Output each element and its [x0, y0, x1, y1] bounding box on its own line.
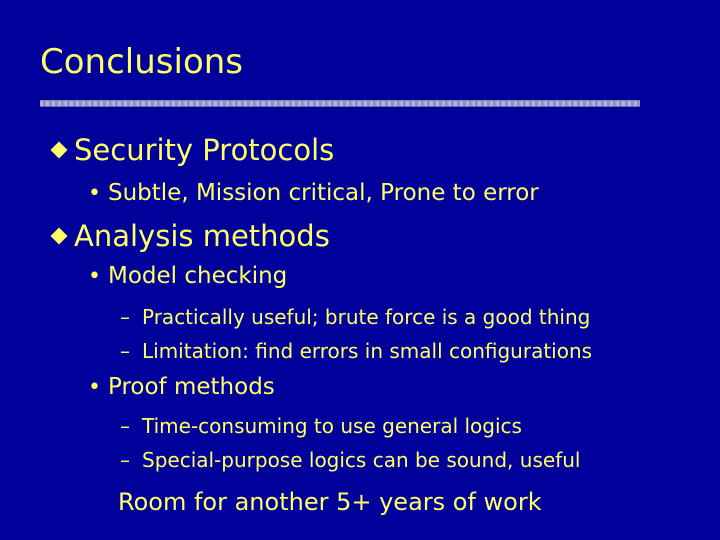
- dash-bullet-icon: –: [120, 414, 130, 438]
- dot-bullet-icon: •: [88, 374, 101, 400]
- dash-bullet-icon: –: [120, 305, 130, 329]
- bullet-label: Analysis methods: [74, 219, 330, 253]
- bullet-model-checking: [88, 259, 287, 293]
- bullet-label: Security Protocols: [74, 133, 335, 167]
- title-divider: [40, 100, 640, 107]
- slide-title: Conclusions: [40, 42, 244, 82]
- dash-bullet-icon: –: [120, 448, 130, 472]
- bullet-label: Limitation: find errors in small configurations: [142, 339, 593, 363]
- bullet-security-protocols: [50, 130, 334, 170]
- bullet-label: Time-consuming to use general logics: [142, 414, 522, 438]
- closing-statement: Room for another 5+ years of work: [118, 488, 542, 516]
- bullet-analysis-methods: [50, 216, 330, 256]
- bullet-label: Special-purpose logics can be sound, useful: [142, 448, 581, 472]
- bullet-label: Subtle, Mission critical, Prone to error: [108, 180, 539, 206]
- bullet-label: Model checking: [108, 263, 288, 289]
- bullet-label: Practically useful; brute force is a good thing: [142, 305, 591, 329]
- bullet-time-consuming: [120, 411, 522, 441]
- dot-bullet-icon: •: [88, 180, 101, 206]
- bullet-practically-useful: [120, 302, 590, 332]
- bullet-special-purpose: [120, 445, 580, 475]
- bullet-subtle-mission-critical: [88, 176, 539, 210]
- diamond-bullet-icon: [50, 227, 68, 245]
- dot-bullet-icon: •: [88, 263, 101, 289]
- dash-bullet-icon: –: [120, 339, 130, 363]
- diamond-bullet-icon: [50, 141, 68, 159]
- bullet-proof-methods: [88, 370, 275, 404]
- bullet-label: Proof methods: [108, 374, 275, 400]
- bullet-limitation: [120, 336, 592, 366]
